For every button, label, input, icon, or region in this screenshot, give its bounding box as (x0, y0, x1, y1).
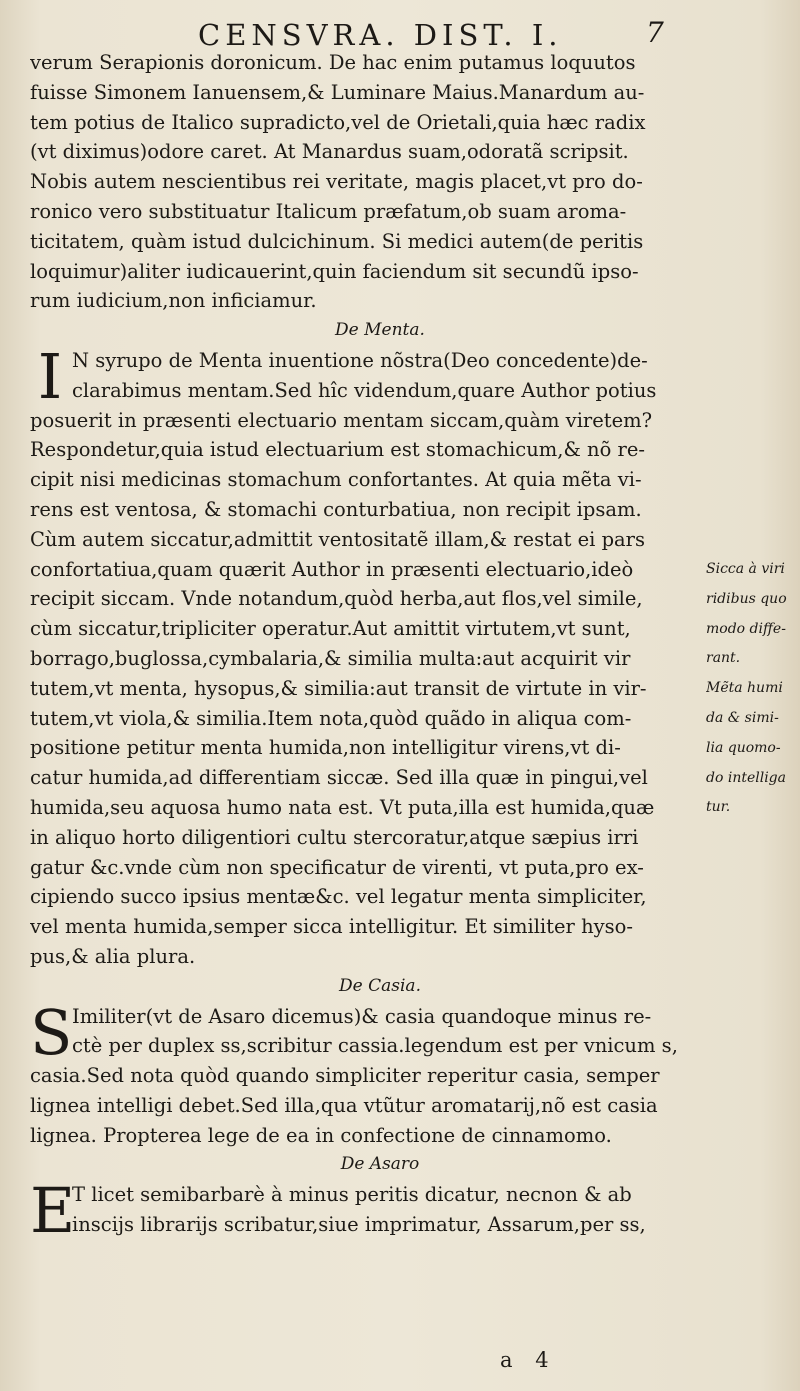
drop-cap: S (30, 995, 73, 1069)
drop-cap: I (37, 339, 63, 413)
text-line: cipiendo succo ipsius mentæ&c. vel legatur menta simpliciter, (30, 885, 647, 909)
text-line: cùm siccatur,tripliciter operatur.Aut amittit virtutem,vt sunt, (30, 617, 631, 641)
running-title: CENSVRA. DIST. I. (198, 18, 563, 52)
text-line: Respondetur,quia istud electuarium est stomachicum,& nõ re- (30, 438, 645, 462)
text-line: vel menta humida,semper sicca intelligitur. Et similiter hyso- (30, 915, 633, 939)
paragraph-asaro (30, 1174, 690, 1248)
text-line: positione petitur menta humida,non intelligitur virens,vt di- (30, 736, 621, 760)
text-line: inscijs librarijs scribatur,siue imprimatur, Assarum,per ss, (72, 1213, 646, 1237)
margin-note-line: ridibus quo (706, 590, 787, 607)
text-line: verum Serapionis doronicum. De hac enim putamus loquutos (30, 51, 636, 74)
margin-note-line: do intelliga (706, 769, 786, 786)
section-heading-asaro: De Asaro (340, 1154, 420, 1175)
text-line: ctè per duplex ss,scribitur cassia.legendum est per vnicum s, (72, 1034, 678, 1058)
margin-note-line: Sicca à viri (706, 561, 785, 577)
text-line: rum iudicium,non inficiamur. (30, 289, 317, 313)
text-line: fuisse Simonem Ianuensem,& Luminare Maius.Manardum au- (30, 80, 645, 104)
section-heading-casia: De Casia. (339, 975, 421, 996)
paragraph-continuation (30, 48, 690, 316)
text-line: tem potius de Italico supradicto,vel de Orietali,quia hæc radix (30, 110, 646, 134)
text-line: loquimur)aliter iudicauerint,quin faciendum sit secundũ ipso- (30, 259, 639, 283)
text-line: catur humida,ad differentiam siccæ. Sed illa quæ in pingui,vel (30, 766, 648, 790)
text-line: posuerit in præsenti electuario mentam siccam,quàm viretem? (30, 408, 653, 432)
text-line: gatur &c.vnde cùm non specificatur de virenti, vt puta,pro ex- (30, 855, 644, 879)
page-number: 7 (646, 16, 664, 49)
margin-note-line: da & simi- (706, 709, 779, 726)
text-line: clarabimus mentam.Sed hîc videndum,quare Author potius (72, 378, 657, 402)
text-line: (vt diximus)odore caret. At Manardus suam,odoratã scripsit. (30, 140, 629, 164)
margin-note-line: lia quomo- (706, 739, 781, 756)
margin-note-line: modo diffe- (706, 620, 786, 637)
text-line: humida,seu aquosa humo nata est. Vt puta,illa est humida,quæ (30, 795, 655, 819)
paragraph-casia (30, 995, 690, 1151)
text-line: rens est ventosa, & stomachi conturbatiua, non recipit ipsam. (30, 497, 642, 521)
text-line: tutem,vt viola,& similia.Item nota,quòd quãdo in aliqua com- (30, 706, 632, 730)
margin-note-line: rant. (706, 650, 741, 667)
section-heading-menta: De Menta. (335, 320, 425, 341)
text-line: Cùm autem siccatur,admittit ventositatẽ illam,& restat ei pars (30, 527, 646, 551)
margin-note-line: Mẽta humi (706, 680, 783, 697)
text-line: pus,& alia plura. (30, 944, 196, 968)
text-line: ticitatem, quàm istud dulcichinum. Si medici autem(de peritis (30, 229, 644, 253)
text-line: N syrupo de Menta inuentione nõstra(Deo concedente)de- (72, 348, 648, 372)
text-line: Nobis autem nescientibus rei veritate, magis placet,vt pro do- (30, 170, 643, 194)
paragraph-menta (30, 339, 690, 972)
text-line: confortatiua,quam quærit Author in præsenti electuario,ideò (30, 557, 634, 581)
drop-cap: E (30, 1174, 76, 1248)
margin-note-line: tur. (706, 799, 731, 816)
text-line: lignea intelligi debet.Sed illa,qua vtũtur aromatarij,nõ est casia (30, 1093, 658, 1117)
text-line: ronico vero substituatur Italicum præfatum,ob suam aroma- (30, 199, 627, 223)
text-line: borrago,buglossa,cymbalaria,& similia multa:aut acquirit vir (30, 646, 631, 670)
text-line: recipit siccam. Vnde notandum,quòd herba,aut flos,vel simile, (30, 587, 643, 611)
body-text (30, 48, 690, 1248)
text-line: Imiliter(vt de Asaro dicemus)& casia quandoque minus re- (72, 1004, 652, 1028)
marginal-notes (706, 555, 800, 823)
text-line: cipit nisi medicinas stomachum confortantes. At quia mẽta vi- (30, 468, 642, 492)
text-line: T licet semibarbarè à minus peritis dicatur, necnon & ab (72, 1183, 632, 1207)
text-line: in aliquo horto diligentiori cultu stercoratur,atque sæpius irri (30, 825, 639, 849)
text-line: tutem,vt menta, hysopus,& similia:aut transit de virtute in vir- (30, 676, 647, 700)
text-line: casia.Sed nota quòd quando simpliciter reperitur casia, semper (30, 1064, 660, 1088)
signature-mark: a 4 (500, 1348, 557, 1372)
text-line: lignea. Propterea lege de ea in confectione de cinnamomo. (30, 1123, 612, 1147)
